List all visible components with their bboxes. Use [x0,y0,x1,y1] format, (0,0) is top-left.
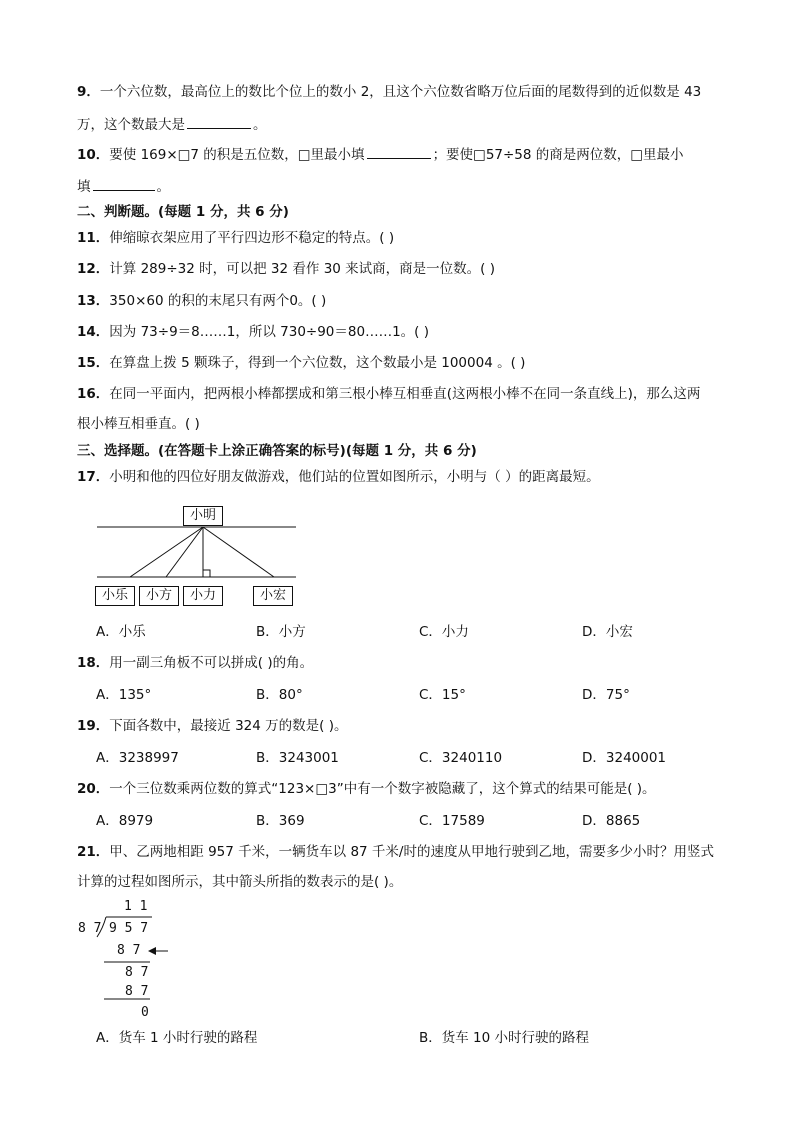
figure-label-xiaoming: 小明 [183,506,223,526]
option-b[interactable]: B．小方 [256,624,306,640]
question-text: 一个六位数，最高位上的数比个位上的数小 2，且这个六位数省略万位后面的尾数得到的近似数是 43 [99,84,702,100]
option-a[interactable]: A．8979 [96,813,154,829]
question-text: 计算 289÷32 时，可以把 32 看作 30 来试商，商是一位数。( ) [109,261,495,277]
question-number: 18． [77,655,110,671]
question-text: 下面各数中，最接近 324 万的数是( )。 [109,718,348,734]
figure-label-xiaoli: 小力 [183,586,223,606]
question-20 [77,779,656,799]
question-number: 11． [77,230,110,246]
question-text: 。 [253,117,267,133]
question-text: 一个三位数乘两位数的算式“123×□3”中有一个数字被隐藏了，这个算式的结果可能是( )。 [109,781,656,797]
arrow-head [148,947,156,955]
division-step-1: 8 7 [117,943,141,958]
question-text: 万，这个数最大是 [77,117,185,133]
option-b[interactable]: B．80° [256,687,303,703]
question-text: 。 [156,179,170,195]
question-21-line-2 [77,872,402,892]
question-number: 13． [77,293,110,309]
question-text: 在算盘上拨 5 颗珠子，得到一个六位数，这个数最小是 100004 。( ) [109,355,526,371]
question-text: 填 [77,179,91,195]
question-text: 伸缩晾衣架应用了平行四边形不稳定的特点。( ) [109,230,395,246]
question-text: 用一副三角板不可以拼成( )的角。 [109,655,314,671]
question-number: 15． [77,355,110,371]
question-number: 20． [77,781,110,797]
division-step-3: 8 7 [125,984,149,999]
option-d[interactable]: D．8865 [582,813,641,829]
question-19 [77,716,347,736]
question-number: 10． [77,147,110,163]
right-angle-mark [203,570,210,577]
question-text: 在同一平面内，把两根小棒都摆成和第三根小棒互相垂直(这两根小棒不在同一条直线上)，那么这两 [109,386,701,402]
question-number: 19． [77,718,110,734]
division-remainder: 0 [141,1005,149,1020]
option-d[interactable]: D．3240001 [582,750,667,766]
question-text: 甲、乙两地相距 957 千米，一辆货车以 87 千米/时的速度从甲地行驶到乙地，需要多少小时？用竖式 [109,844,714,860]
figure-label-xiaofang: 小方 [139,586,179,606]
option-b[interactable]: B．货车 10 小时行驶的路程 [419,1030,590,1046]
option-b[interactable]: B．369 [256,813,305,829]
question-number: 17． [77,469,110,485]
option-d[interactable]: D．75° [582,687,630,703]
option-a[interactable]: A．小乐 [96,624,146,640]
line-to-xiaole [130,527,203,577]
question-text: 因为 73÷9＝8……1，所以 730÷90＝80……1。( ) [109,324,429,340]
option-a[interactable]: A．135° [96,687,152,703]
option-a[interactable]: A．货车 1 小时行驶的路程 [96,1030,258,1046]
division-divisor: 8 7 [78,921,102,936]
question-text: 要使 169×□7 的积是五位数，□里最小填 [109,147,365,163]
line-to-xiaohong [203,527,274,577]
division-step-2: 8 7 [125,965,149,980]
question-text: 根小棒互相垂直。( ) [77,416,200,432]
line-to-xiaofang [166,527,203,577]
option-b[interactable]: B．3243001 [256,750,339,766]
option-c[interactable]: C．小力 [419,624,469,640]
question-text: 350×60 的积的末尾只有两个0。( ) [109,293,327,309]
question-text: 小明和他的四位好朋友做游戏，他们站的位置如图所示，小明与（ ）的距离最短。 [109,469,600,485]
question-number: 16． [77,386,110,402]
option-c[interactable]: C．15° [419,687,466,703]
division-dividend: 9 5 7 [109,921,149,936]
option-a[interactable]: A．3238997 [96,750,179,766]
question-number: 12． [77,261,110,277]
figure-label-xiaohong: 小宏 [253,586,293,606]
figure-label-xiaole: 小乐 [95,586,135,606]
question-text: 计算的过程如图所示，其中箭头所指的数表示的是( )。 [77,874,403,890]
question-text: ；要使□57÷58 的商是两位数，□里最小 [432,147,684,163]
option-c[interactable]: C．17589 [419,813,485,829]
option-c[interactable]: C．3240110 [419,750,503,766]
question-number: 21． [77,844,110,860]
question-18 [77,653,313,673]
question-number: 9． [77,84,100,100]
question-21-line-1 [77,842,714,862]
section-heading-choice: 三、选择题。(在答题卡上涂正确答案的标号)(每题 1 分，共 6 分) [77,443,477,459]
question-number: 14． [77,324,110,340]
option-d[interactable]: D．小宏 [582,624,633,640]
section-heading-judgement: 二、判断题。(每题 1 分，共 6 分) [77,204,289,220]
division-quotient: 1 1 [124,899,148,914]
